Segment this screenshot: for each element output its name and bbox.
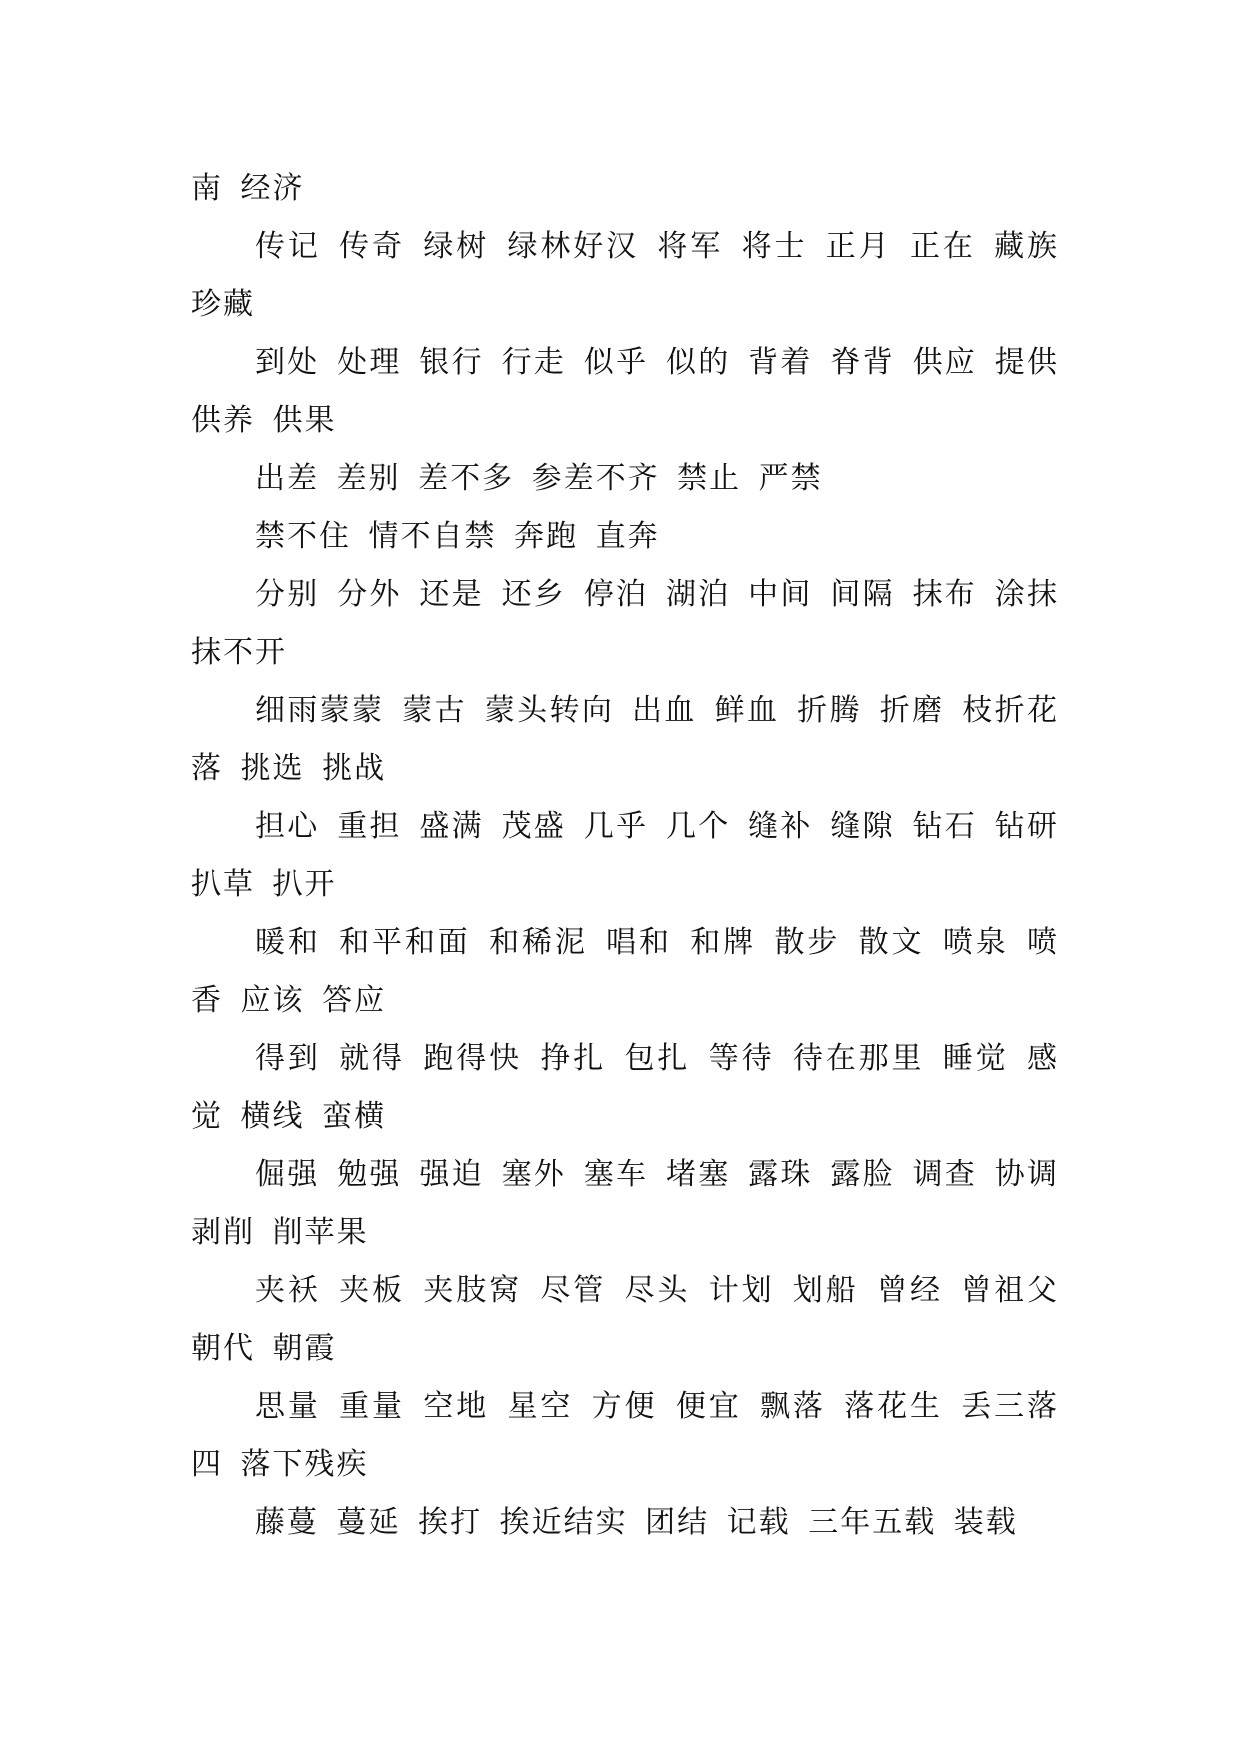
paragraph: 分别 分外 还是 还乡 停泊 湖泊 中间 间隔 抹布 涂抹 抹不开 [191, 577, 1059, 670]
paragraph: 得到 就得 跑得快 挣扎 包扎 等待 待在那里 睡觉 感觉 横线 蛮横 [191, 1041, 1059, 1134]
paragraph: 藤蔓 蔓延 挨打 挨近结实 团结 记载 三年五载 装载 [255, 1505, 1018, 1540]
paragraph: 暖和 和平和面 和稀泥 唱和 和牌 散步 散文 喷泉 喷香 应该 答应 [191, 925, 1059, 1018]
paragraph: 到处 处理 银行 行走 似乎 似的 背着 脊背 供应 提供 供养 供果 [191, 345, 1059, 438]
paragraph: 夹袄 夹板 夹肢窝 尽管 尽头 计划 划船 曾经 曾祖父 朝代 朝霞 [191, 1273, 1059, 1366]
paragraph: 传记 传奇 绿树 绿林好汉 将军 将士 正月 正在 藏族 珍藏 [191, 229, 1059, 322]
paragraph: 担心 重担 盛满 茂盛 几乎 几个 缝补 缝隙 钻石 钻研 扒草 扒开 [191, 809, 1059, 902]
paragraph: 细雨蒙蒙 蒙古 蒙头转向 出血 鲜血 折腾 折磨 枝折花落 挑选 挑战 [191, 693, 1059, 786]
paragraph: 思量 重量 空地 星空 方便 便宜 飘落 落花生 丢三落四 落下残疾 [191, 1389, 1059, 1482]
paragraph-continuation: 南 经济 [191, 171, 305, 206]
document-body [191, 160, 1059, 1552]
paragraph: 倔强 勉强 强迫 塞外 塞车 堵塞 露珠 露脸 调查 协调 剥削 削苹果 [191, 1157, 1059, 1250]
paragraph: 禁不住 情不自禁 奔跑 直奔 [255, 519, 660, 554]
paragraph: 出差 差别 差不多 参差不齐 禁止 严禁 [255, 461, 823, 496]
